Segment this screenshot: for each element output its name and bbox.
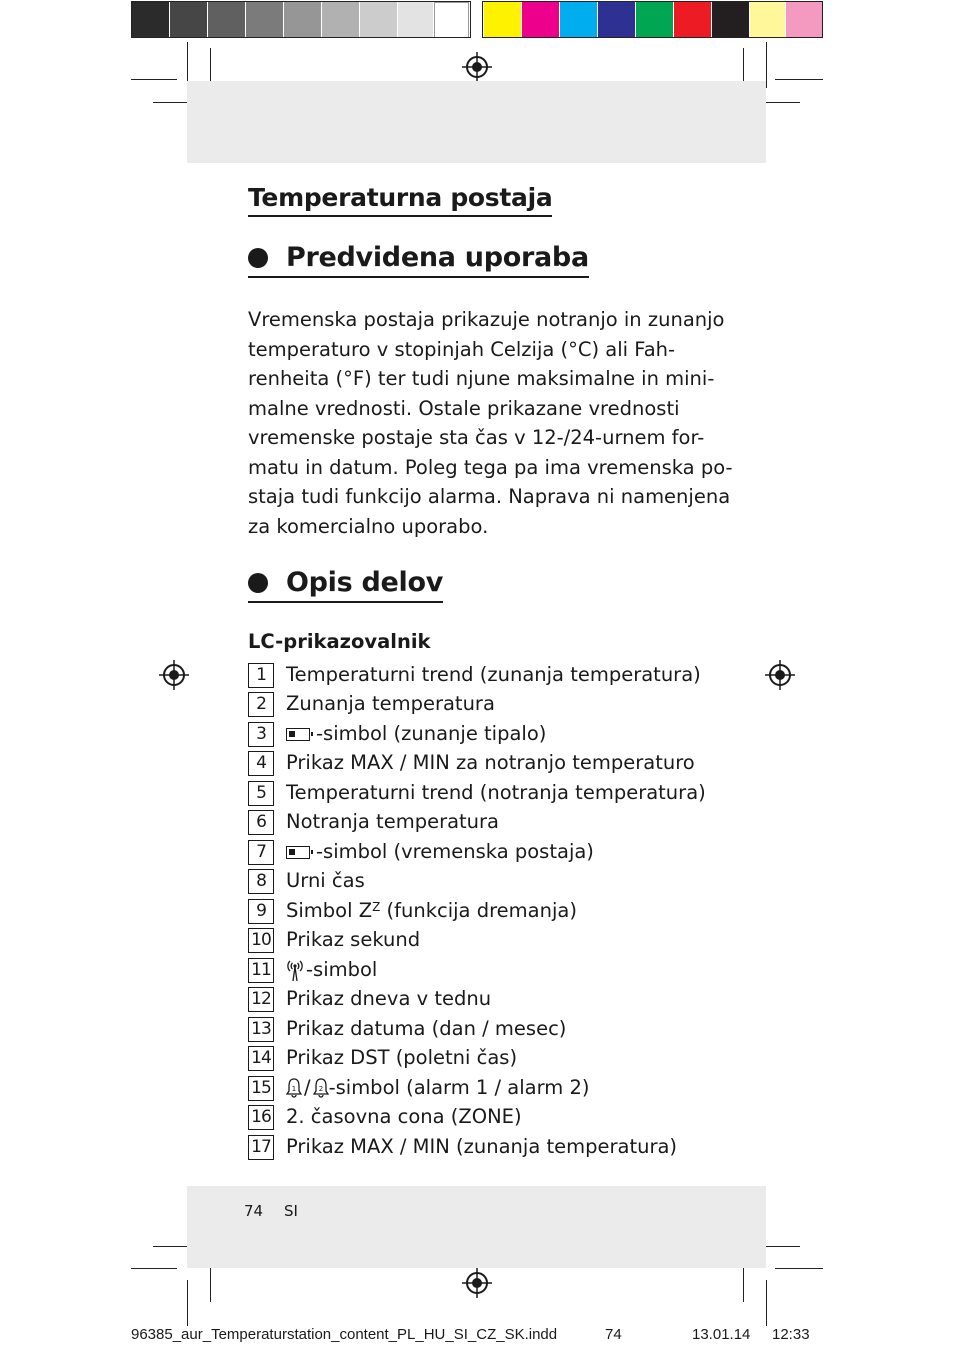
- item-number: 3: [248, 722, 274, 747]
- paragraph-line: malne vrednosti. Ostale prikazane vrednosti: [248, 396, 680, 420]
- paragraph-line: za komercialno uporabo.: [248, 514, 489, 538]
- bullet-icon: [248, 248, 268, 268]
- item-number: 5: [248, 781, 274, 806]
- paragraph-line: vremenske postaje sta čas v 12-/24-urnem for-: [248, 426, 705, 449]
- item-number: 9: [248, 899, 274, 924]
- item-number: 6: [248, 810, 274, 835]
- item-text: Prikaz sekund: [286, 928, 421, 951]
- item-number: 11: [248, 958, 274, 983]
- item-text: Notranja temperatura: [286, 810, 500, 833]
- item-number: 17: [248, 1135, 274, 1160]
- antenna-icon: [286, 958, 304, 982]
- bullet-icon: [248, 573, 268, 593]
- paragraph-line: renheita (°F) ter tudi njune maksimalne in mini-: [248, 367, 715, 390]
- registration-mark-bottom-icon: [462, 1268, 492, 1298]
- item-text: Urni čas: [286, 869, 365, 892]
- item-text: Prikaz dneva v tednu: [286, 987, 492, 1010]
- section-heading-text: Opis delov: [286, 567, 444, 598]
- intended-use-paragraph: [248, 305, 733, 541]
- item-text: [286, 957, 377, 983]
- page-title: Temperaturna postaja: [248, 183, 552, 217]
- slug-page: 74: [605, 1326, 622, 1343]
- bell-icon: [286, 1077, 302, 1099]
- item-number: 7: [248, 840, 274, 865]
- section-heading-intended-use: [248, 242, 589, 278]
- section-heading-text: Predvidena uporaba: [286, 242, 589, 273]
- footer-band: [187, 1186, 766, 1268]
- language-code: SI: [284, 1202, 298, 1220]
- item-number: 12: [248, 987, 274, 1012]
- item-text: Zunanja temperatura: [286, 692, 495, 715]
- paragraph-line: matu in datum. Poleg tega pa ima vremenska po-: [248, 455, 733, 479]
- svg-text:1: 1: [291, 1085, 297, 1093]
- item-text: [286, 721, 546, 747]
- item-text: Prikaz MAX / MIN (zunanja temperatura): [286, 1135, 678, 1158]
- paragraph-line: temperaturo v stopinjah Celzija (°C) ali Fah-: [248, 337, 676, 361]
- item-text-sup: Z: [372, 900, 381, 914]
- item-text-label: -simbol (alarm 1 / alarm 2): [328, 1076, 590, 1099]
- item-number: 4: [248, 751, 274, 776]
- item-text-separator: /: [304, 1076, 311, 1099]
- gray-bar-border: [131, 1, 471, 38]
- bell-icon: [313, 1077, 329, 1099]
- item-number: 1: [248, 663, 274, 688]
- item-text-label: -simbol (vremenska postaja): [316, 840, 594, 863]
- registration-mark-left-icon: [159, 660, 189, 690]
- item-text-pre: Simbol Z: [286, 899, 373, 922]
- page-number: 74: [244, 1202, 264, 1220]
- slug-filename: 96385_aur_Temperaturstation_content_PL_HU_SI_CZ_SK.indd: [131, 1326, 558, 1343]
- item-text: Prikaz MAX / MIN za notranjo temperaturo: [286, 751, 695, 774]
- section-heading-parts: [248, 567, 443, 603]
- paragraph-line: Vremenska postaja prikazuje notranjo in zunanjo: [248, 308, 725, 331]
- item-text-post: (funkcija dremanja): [380, 899, 577, 922]
- item-text: [286, 1075, 589, 1101]
- item-text: Prikaz datuma (dan / mesec): [286, 1017, 567, 1040]
- battery-icon: [286, 728, 310, 741]
- item-text-label: -simbol (zunanje tipalo): [316, 722, 547, 745]
- item-text: 2. časovna cona (ZONE): [286, 1105, 522, 1128]
- paragraph-line: staja tudi funkcijo alarma. Naprava ni namenjena: [248, 485, 731, 508]
- svg-text:2: 2: [318, 1085, 323, 1093]
- item-text: [286, 839, 594, 865]
- item-number: 13: [248, 1017, 274, 1042]
- registration-mark-right-icon: [765, 660, 795, 690]
- item-text: Temperaturni trend (zunanja temperatura): [286, 663, 701, 686]
- item-number: 10: [248, 928, 274, 953]
- item-number: 16: [248, 1105, 274, 1130]
- item-number: 2: [248, 692, 274, 717]
- color-bar-border: [482, 1, 823, 38]
- item-text-label: -simbol: [306, 958, 378, 981]
- registration-mark-top-icon: [462, 52, 492, 82]
- item-number: 8: [248, 869, 274, 894]
- item-text: Prikaz DST (poletni čas): [286, 1046, 518, 1069]
- item-number: 14: [248, 1046, 274, 1071]
- battery-icon: [286, 846, 310, 859]
- item-text: [286, 898, 577, 924]
- item-text: Temperaturni trend (notranja temperatura): [286, 781, 706, 804]
- subheading-lc-display: LC-prikazovalnik: [248, 630, 431, 653]
- item-number: 15: [248, 1076, 274, 1101]
- slug-time: 12:33: [772, 1326, 810, 1343]
- header-band: [187, 81, 766, 163]
- slug-date: 13.01.14: [692, 1326, 751, 1343]
